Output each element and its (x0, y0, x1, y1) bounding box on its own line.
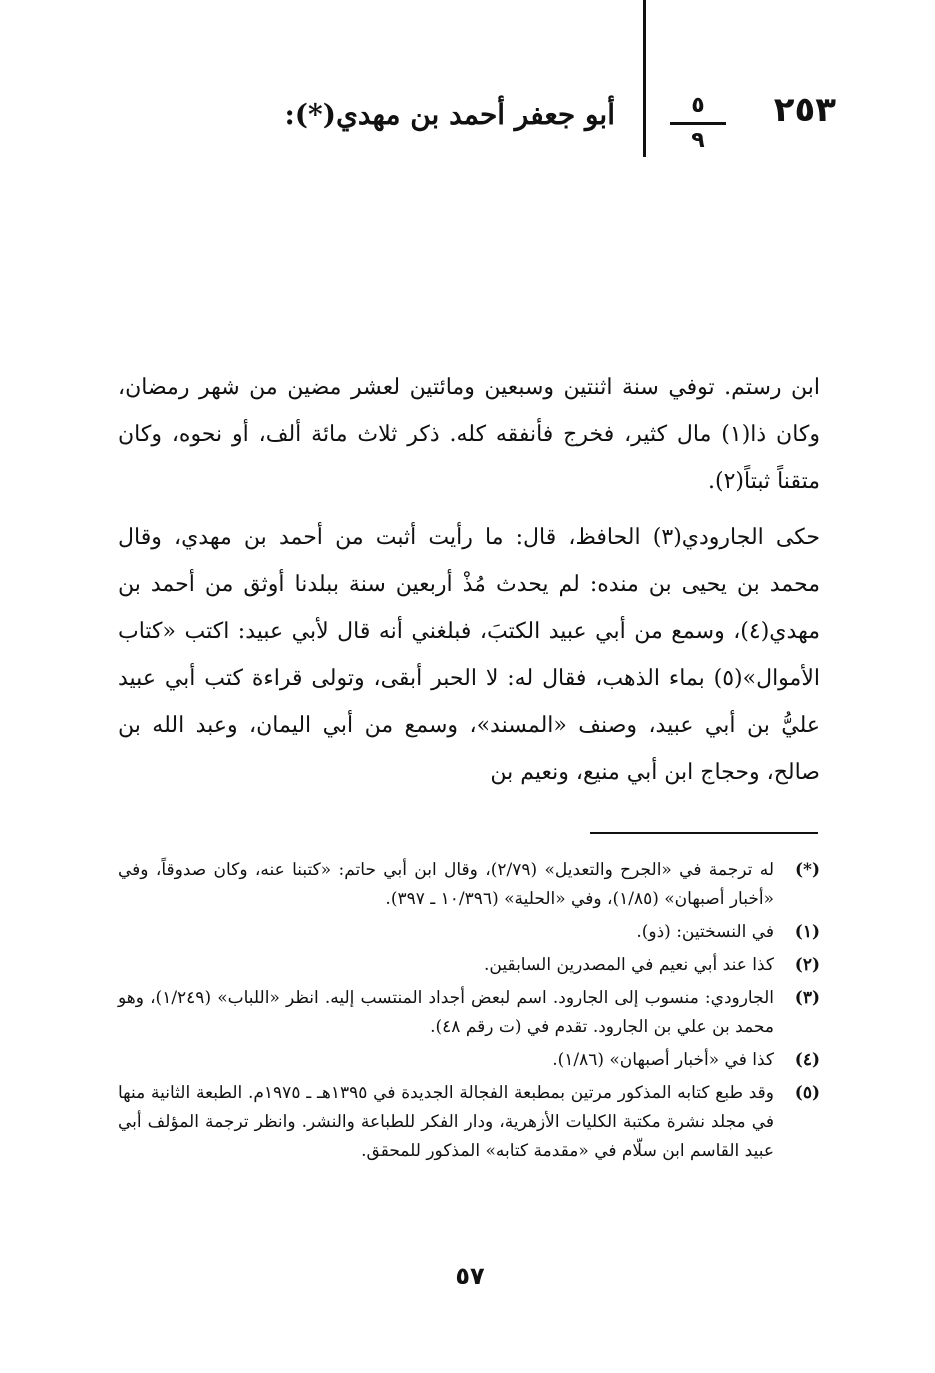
footnote (118, 1079, 820, 1166)
footnote-text: له ترجمة في «الجرح والتعديل» (٢/٧٩)، وقال ابن أبي حاتم: «كتبنا عنه، وكان صدوقاً، وفي «أخبار أصبهان» (١/٨٥)، وفي «الحلية» (١٠/٣٩٦ ـ ٣٩٧). (118, 860, 775, 909)
fraction-numerator: ٥ (691, 93, 705, 118)
body-paragraph-1: ابن رستم. توفي سنة اثنتين وسبعين ومائتين لعشر مضين من شهر رمضان، وكان ذا(١) مال كثير، فخرج فأنفقه كله. ذكر ثلاث مائة ألف، أو نحوه، وكان متقناً ثبتاً(٢). (118, 375, 820, 494)
footnote-text: كذا عند أبي نعيم في المصدرين السابقين. (484, 955, 774, 975)
footnote-text: كذا في «أخبار أصبهان» (١/٨٦). (552, 1050, 774, 1070)
footnotes (118, 856, 820, 1170)
footnote (118, 1046, 820, 1075)
footnote-text: الجارودي: منسوب إلى الجارود. اسم لبعض أجداد المنتسب إليه. انظر «اللباب» (١/٢٤٩)، وهو محمد بن علي بن الجارود. تقدم في (ت رقم ٤٨). (118, 988, 774, 1037)
footnote-mark: (*) (795, 860, 820, 880)
body-paragraph-2: حكى الجارودي(٣) الحافظ، قال: ما رأيت أثبت من أحمد بن مهدي، وقال محمد بن يحيى بن منده: لم يحدث مُذْ أربعين سنة ببلدنا أوثق من أحمد بن مهدي(٤)، وسمع من أبي عبيد الكتبَ، فبلغني أنه قال لأبي عبيد: اكتب «كتاب الأموال»(٥) بماء الذهب، فقال له: لا الحبر أبقى، وتولى قراءة كتب أبي عبيد عليُّ بن أبي عبيد، وصنف «المسند»، وسمع من أبي اليمان، وعبد الله بن صالح، وحجاج ابن أبي منيع، ونعيم بن (118, 525, 820, 785)
footnote (118, 951, 820, 980)
header-vertical-rule (643, 0, 646, 157)
footnote-mark: (٥) (794, 1083, 820, 1103)
footnote-separator (590, 832, 818, 834)
entry-title: أبو جعفر أحمد بن مهدي(*): (284, 98, 615, 131)
footnote (118, 856, 820, 914)
fraction-bar (670, 122, 726, 125)
fraction-denominator: ٩ (691, 128, 705, 153)
footnote-mark: (١) (794, 922, 820, 942)
page-number: ٥٧ (455, 1262, 485, 1290)
entry-number: ٢٥٣ (773, 90, 836, 130)
footnote-text: في النسختين: (ذو). (636, 922, 774, 942)
entry-fraction (670, 92, 726, 155)
footnote (118, 918, 820, 947)
footnote-text: وقد طبع كتابه المذكور مرتين بمطبعة الفجالة الجديدة في ١٣٩٥هـ ـ ١٩٧٥م. الطبعة الثانية منها في مجلد نشرة مكتبة الكليات الأزهرية، ودار الفكر للطباعة والنشر. وانظر ترجمة المؤلف أبي عبيد القاسم ابن سلّام في «مقدمة كتابه» المذكور للمحقق. (118, 1083, 775, 1161)
footnote-mark: (٤) (794, 1050, 820, 1070)
footnote-mark: (٢) (794, 955, 820, 975)
footnote-mark: (٣) (794, 988, 820, 1008)
footnote (118, 984, 820, 1042)
